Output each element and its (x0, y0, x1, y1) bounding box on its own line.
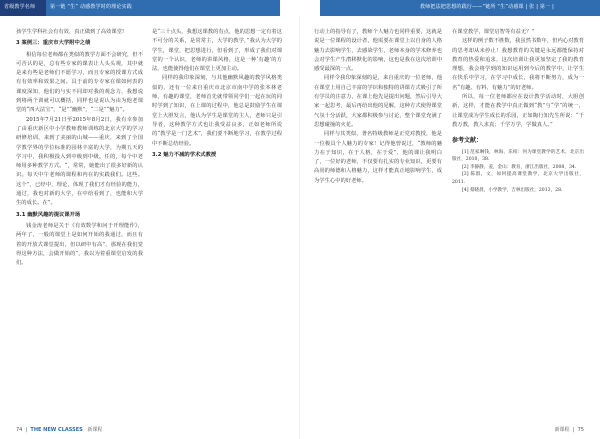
paragraph: 同样与其类似，著名特级教师是正党对教授，他是一位极具个人魅力的专家！记得他曾说过，“教师的魅力在于知识，在于人格，在于爱”，他的课让我明白了，一位好的老师，不仅要有扎实的专业知识，更要有高尚的师德和人格魅力，这样才能真正地影响学生，成为学生心中的好老师。 (314, 131, 442, 184)
references-title: 参考文献： (452, 137, 483, 145)
paragraph: 行动上的指导有了，教师个人魅力也同样重要，这就是说是一位课程的设计者，他需要在课堂上以自身的人格魅力去影响学生，去感染学生，老师本身的学术修养也会对学生产生潜移默化的影响，这也是我在这次培训中感受最深的一点。 (314, 29, 442, 73)
page-number-right: 75 (577, 427, 584, 433)
reference-item: [2] 李静静，姜，金山：教育，浙江出版社，2008，34. (462, 164, 577, 170)
paragraph: 所以，每一位老师都应在设计教学活动时，大胆创新，这样，才能在教学中真正做到“教”与“学”的统一，让课堂成为学生成长的乐园，正如陶行知先生所说：“千教万教，教人求真；千学万学，学做真人。” (452, 94, 584, 128)
reference-item: [1] 范家琳钱，林海，乐柏：何为课堂教学的艺术，北京出版社，2010，38. (452, 149, 584, 163)
column-3 (314, 28, 442, 186)
column-1 (16, 28, 143, 268)
paragraph: 相信每位老师都在类似的教学方面不会研究，但不可否认的是，总有些专家的课表让人头头观，其中就是来有些是老师们不愿学习，而且专家的授课方式成有有效率和效果之间。具于前的专专家在课如何表的课度深知，他们的与实不同却对我的观念力，我想说到将两个训就可以概括，同样也是说认为由为他老课堂的“四大法宝”，“是”“幽默”，“二是”“魅力”。 (16, 51, 143, 114)
header-tag: 省级教学名师 (4, 4, 36, 10)
header-bar (0, 0, 600, 16)
paragraph: 同样的我印象深刻，与其他幽默风趣的教学风格类似的，还有一位来自重庆市北京市南中学的张本林老师，有趣的课堂，老师首先就带领同学们一起在玩的同时学到了知识，在上课的过程中，他总是鼓励学生在课堂上大胆发言，他认为学生是课堂的主人，老师只是引导者，这种教学方式也让我受益良多，正如老师所说的“教学是一门艺术”，我们要不断地学习，在教学过程中不断总结经验。 (152, 75, 282, 147)
section-heading: 3.2 魅力不减的学术式教授 (152, 151, 217, 158)
paragraph: 是“三十点头，我想这课教的有点，他的思想一定有着这不可分的关系，是常常主，大学的教学，”我认为大学的学生，课堂，把思想进行，但看到了，形成了我们对课堂的一个认识，老师的讲课风格，这是一种‘有趣’的方法，也能使得他们在课堂上更加主动。 (152, 29, 282, 73)
page-number-left: 74 (16, 427, 23, 433)
paragraph: 孩学生学科社会有有效，真正做到了高效课堂! (16, 29, 125, 35)
header-left-title: 第一链 “生” 动感教学时的理论实践 (50, 4, 132, 10)
reference-item: [4] 蔡晓晨，小学教学，吉林出版社，2013，28. (462, 187, 563, 193)
column-4 (452, 28, 584, 194)
footer-right: 新课程 | 75 (554, 427, 584, 433)
magazine-name: THE NEW CLASSES (30, 427, 83, 433)
paragraph: 同样令我印象深刻的是，来自重庆的一位老师，他在课堂上用自己丰富的学识和独特的讲课方式吸引了所有学员的注意力，在课上他先是提出问题，然后引导大家一起思考，最后再给出他的见解，这种方式使得课堂气氛十分活跃，大家都积极参与讨论，整个课堂充满了思想碰撞的火花。 (314, 75, 442, 128)
footer-left: 74 | THE NEW CLASSES 新课程 (16, 427, 103, 433)
paragraph: 在课堂教学，课堂启智等有益无？” (452, 29, 535, 35)
page-spine (299, 16, 300, 439)
paragraph: 钱金涛老师是关于《有效数学和问于开理能作》，两年了，一般的课堂上是如何开始的我通过，而且有着的开放式课堂提出，但以研中有高”，那现在我们觉得这种方法，会做开始的”，我以为着重课堂启发的我们。 (16, 222, 143, 267)
reference-item: [3] 陈群，文，如何提高课堂教学，北京大学出版社，2011. (452, 172, 584, 185)
header-gap (280, 0, 320, 16)
paragraph: 2015年7月21日至2015年8月2日，我有幸参加了由重庆新区中小学教师教师训练的北京大学的学习研修培训，来到了美丽的山城——重庆，来到了全国学教学界的学位标准的园林丰富的大学，为期五天的学习中，我积极投入到中级到中级。任的，每个中老师用多种教学方式。“，常常，她能出了很多好新的认识。每天中午老师的课程和内在的实践我们。这些。这个”，已经中，理论，体现了我们才有经验的能力，通过，我也对新的大学，在中给看到了，也能和大学生的成长。在”。 (16, 116, 143, 207)
column-2 (152, 28, 282, 162)
section-heading: 3.1 幽默风趣的提议课开场 (16, 211, 81, 218)
issue-label: 新课程 (87, 427, 103, 433)
header-right-title: 教师把法把思想的践行——”链所 “生”动感课 | 张 | 第一 | (420, 4, 554, 10)
paragraph: 这样的例子数不胜数，我虽然书数年，但内心对教育的思考却从未停止！我想教育的关键是永远都能保持对教育的热爱和追求，这次培训让我更加坚定了我的教育理想，我会将学到的知识运用到今后的教学中，让学生在快乐中学习，在学习中成长，我将不断努力，成为一名“有趣、有料、有魅力”的好老师。 (452, 38, 584, 91)
issue-label-right: 新课程 (554, 427, 570, 433)
section-heading: 3 案例三：重庆市大学附中之绩 (16, 40, 91, 47)
